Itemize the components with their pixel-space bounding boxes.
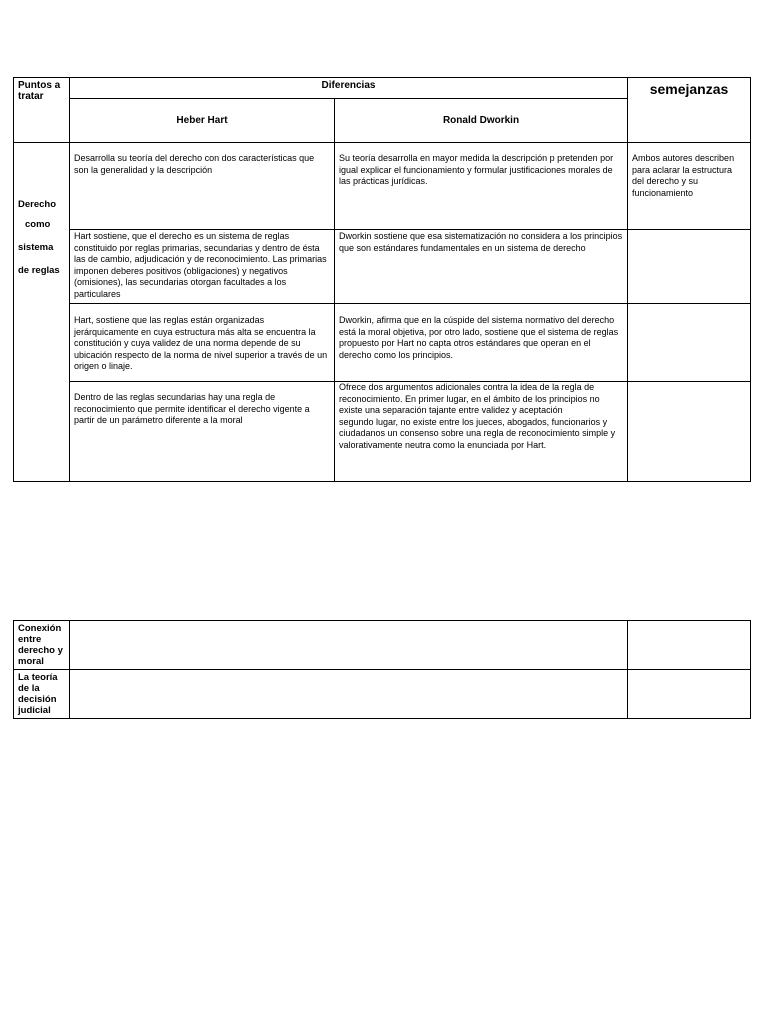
row-label-teoria-decision: La teoría de la decisión judicial bbox=[14, 670, 70, 719]
header-hart: Heber Hart bbox=[70, 98, 335, 142]
semejanza-cell-4 bbox=[628, 382, 751, 482]
hart-cell-4: Dentro de las reglas secundarias hay una regla de reconocimiento que permite identificar el derecho vigente a partir de un parámetro diferente a la moral bbox=[70, 382, 335, 482]
teoria-content-cell bbox=[70, 670, 628, 719]
header-semejanzas: semejanzas bbox=[628, 78, 751, 143]
semejanza-cell-3 bbox=[628, 304, 751, 382]
hart-cell-2: Hart sostiene, que el derecho es un sistema de reglas constituido por reglas primarias, secundarias y dentro de ésta las de cambio, adjudicación y de reconocimiento. Las primarias imponen deberes positivos (obligaciones) y negativos (omisiones), las secundarias otorgan facultades a los particulares bbox=[70, 230, 335, 304]
conexion-semejanza-cell bbox=[628, 621, 751, 670]
header-puntos-a-tratar: Puntos a tratar bbox=[14, 78, 70, 143]
hart-cell-3: Hart, sostiene que las reglas están organizadas jerárquicamente en cuya estructura más alta se encuentra la constitución y cuya validez de una norma depende de su ubicación respecto de la norma de nivel superior a través de un origen o linaje. bbox=[70, 304, 335, 382]
comparison-table bbox=[13, 77, 751, 482]
dworkin-cell-1: Su teoría desarrolla en mayor medida la descripción p pretenden por igual explicar el funcionamiento y formular justificaciones morales de las prácticas jurídicas. bbox=[335, 143, 628, 230]
conexion-content-cell bbox=[70, 621, 628, 670]
dworkin-cell-3: Dworkin, afirma que en la cúspide del sistema normativo del derecho está la moral objetiva, por otro lado, sostiene que el sistema de reglas propuesto por Hart no capta otros estándares que operan en el derecho como los principios. bbox=[335, 304, 628, 382]
row-label-conexion: Conexión entre derecho y moral bbox=[14, 621, 70, 670]
second-table bbox=[13, 620, 751, 719]
row-label-derecho-como-sistema: Derecho como sistema de reglas bbox=[14, 143, 70, 482]
hart-cell-1: Desarrolla su teoría del derecho con dos características que son la generalidad y la descripción bbox=[70, 143, 335, 230]
dworkin-cell-2: Dworkin sostiene que esa sistematización no considera a los principios que son estándares fundamentales en un sistema de derecho bbox=[335, 230, 628, 304]
header-diferencias: Diferencias bbox=[70, 78, 628, 99]
semejanza-cell-2 bbox=[628, 230, 751, 304]
teoria-semejanza-cell bbox=[628, 670, 751, 719]
semejanza-cell-1: Ambos autores describen para aclarar la estructura del derecho y su funcionamiento bbox=[628, 143, 751, 230]
header-dworkin: Ronald Dworkin bbox=[335, 98, 628, 142]
dworkin-cell-4: Ofrece dos argumentos adicionales contra la idea de la regla de reconocimiento. En primer lugar, en el ámbito de los principios no existe una separación tajante entre validez y aceptación segundo lugar, no existe entre los jueces, abogados, funcionarios y ciudadanos un consenso sobre una regla de reconocimiento simple y valorativamente neutra como la enunciada por Hart. bbox=[335, 382, 628, 482]
